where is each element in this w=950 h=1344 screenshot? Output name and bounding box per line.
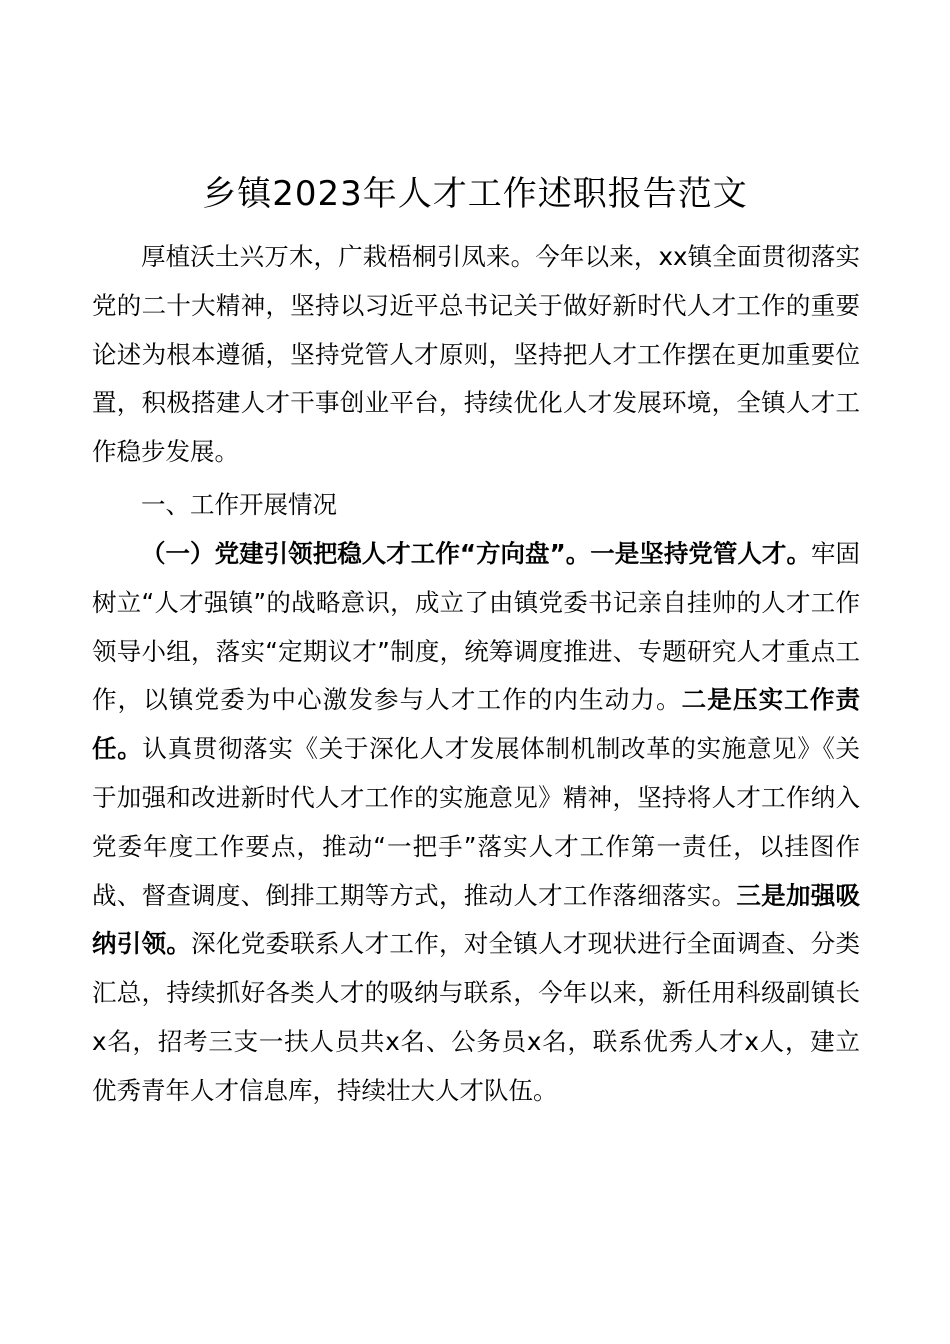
point-2-text: 认真贯彻落实《关于深化人才发展体制机制改革的实施意见》《关于加强和改进新时代人才工作的实施意见》精神，坚持将人才工作纳入党委年度工作要点，推动“一把手”落实人才工作第一责任，以挂图作战、督查调度、倒排工期等方式，推动人才工作落细落实。: [92, 734, 861, 910]
subsection-heading: （一）党建引领把稳人才工作“方向盘”。: [141, 539, 591, 568]
point-3-text: 深化党委联系人才工作，对全镇人才现状进行全面调查、分类汇总，持续抓好各类人才的吸纳与联系，今年以来，新任用科级副镇长x名，招考三支一扶人员共x名、公务员x名，联系优秀人才x人，建立优秀青年人才信息库，持续壮大人才队伍。: [92, 929, 861, 1105]
intro-paragraph: 厚植沃土兴万木，广栽梧桐引凤来。今年以来，xx镇全面贯彻落实党的二十大精神，坚持以习近平总书记关于做好新时代人才工作的重要论述为根本遵循，坚持党管人才原则，坚持把人才工作摆在更加重要位置，积极搭建人才干事创业平台，持续优化人才发展环境，全镇人才工作稳步发展。: [92, 242, 860, 467]
lead-point-3: 三是加强吸纳引领。: [92, 880, 861, 959]
section-1-paragraph: [92, 530, 860, 1116]
lead-point-1: 一是坚持党管人才。: [590, 539, 811, 568]
section-heading: 一、工作开展情况: [141, 490, 337, 519]
point-1-text: 牢固树立“人才强镇”的战略意识，成立了由镇党委书记亲自挂帅的人才工作领导小组，落实“定期议才”制度，统筹调度推进、专题研究人才重点工作，以镇党委为中心激发参与人才工作的内生动力。: [92, 539, 861, 715]
document-title: 乡镇2023年人才工作述职报告范文: [202, 174, 748, 214]
lead-point-2: 二是压实工作责任。: [92, 685, 860, 764]
